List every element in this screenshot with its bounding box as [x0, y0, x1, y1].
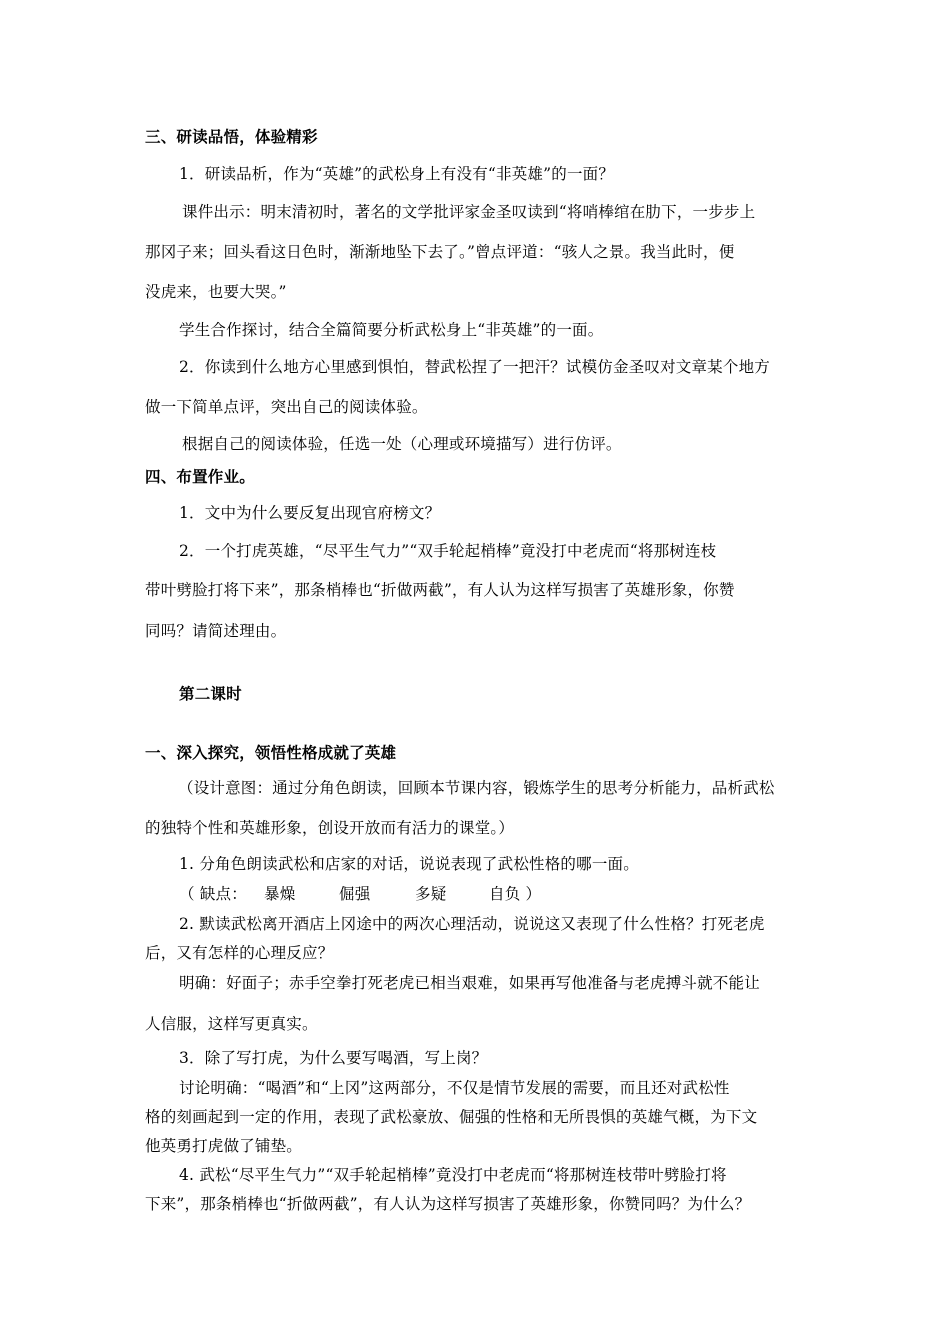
option-item: 暴燥 — [264, 885, 296, 903]
question-text: 1. 分角色朗读武松和店家的对话，说说表现了武松性格的哪一面。 — [179, 855, 639, 873]
answer-text: 人信服，这样写更真实。 — [145, 1015, 318, 1033]
section-heading: 三、研读品悟，体验精彩 — [145, 128, 318, 146]
option-item: 自负 ） — [489, 885, 542, 903]
paragraph-text: 学生合作探讨，结合全篇简要分析武松身上“非英雄”的一面。 — [179, 321, 604, 339]
question-text: 3．除了写打虎，为什么要写喝酒，写上岗？ — [179, 1049, 488, 1067]
answer-text: 明确：好面子；赤手空拳打死老虎已相当艰难，如果再写他准备与老虎搏斗就不能让 — [179, 974, 760, 992]
answer-text: 他英勇打虎做了铺垫。 — [145, 1137, 303, 1155]
homework-text: 1．文中为什么要反复出现官府榜文？ — [179, 504, 441, 522]
paragraph-text: 根据自己的阅读体验，任选一处（心理或环境描写）进行仿评。 — [182, 435, 622, 453]
answer-text: 讨论明确：“喝酒”和“上冈”这两部分，不仅是情节发展的需要，而且还对武松性 — [179, 1079, 730, 1097]
section-heading: 一、深入探究，领悟性格成就了英雄 — [145, 744, 397, 762]
homework-text: 2．一个打虎英雄，“尽平生气力”“双手轮起梢棒”竟没打中老虎而“将那树连枝 — [179, 542, 717, 560]
section-heading: 四、布置作业。 — [145, 468, 255, 486]
question-text: 4. 武松“尽平生气力”“双手轮起梢棒”竟没打中老虎而“将那树连枝带叶劈脸打将 — [179, 1166, 727, 1184]
options-open: （ 缺点： — [179, 885, 247, 903]
option-item: 多疑 — [415, 885, 447, 903]
answer-text: 格的刻画起到一定的作用，表现了武松豪放、倔强的性格和无所畏惧的英雄气概，为下文 — [145, 1108, 758, 1126]
question-text: 做一下简单点评，突出自己的阅读体验。 — [145, 398, 428, 416]
question-text: 2．你读到什么地方心里感到惧怕，替武松捏了一把汗？试模仿金圣叹对文章某个地方 — [179, 358, 770, 376]
design-intent-text: （设计意图：通过分角色朗读，回顾本节课内容，锻炼学生的思考分析能力，品析武松 — [178, 779, 775, 797]
courseware-text: 没虎来，也要大哭。” — [145, 283, 287, 301]
option-item: 倔强 — [339, 885, 371, 903]
options-line — [179, 884, 849, 904]
homework-text: 带叶劈脸打将下来”，那条梢棒也“折做两截”，有人认为这样写损害了英雄形象，你赞 — [145, 581, 735, 599]
question-text: 后，又有怎样的心理反应？ — [145, 944, 334, 962]
question-text: 1．研读品析，作为“英雄”的武松身上有没有“非英雄”的一面？ — [179, 165, 615, 183]
design-intent-text: 的独特个性和英雄形象，创设开放而有活力的课堂。） — [145, 819, 515, 837]
courseware-text: 课件出示：明末清初时，著名的文学批评家金圣叹读到“将哨棒绾在肋下，一步步上 — [182, 203, 756, 221]
question-text: 下来”，那条梢棒也“折做两截”，有人认为这样写损害了英雄形象，你赞同吗？为什么？ — [145, 1195, 751, 1213]
homework-text: 同吗？请简述理由。 — [145, 622, 287, 640]
lesson-title: 第二课时 — [179, 685, 242, 703]
courseware-text: 那冈子来；回头看这日色时，渐渐地坠下去了。”曾点评道：“骇人之景。我当此时，便 — [145, 243, 735, 261]
question-text: 2. 默读武松离开酒店上冈途中的两次心理活动，说说这又表现了什么性格？打死老虎 — [179, 915, 765, 933]
